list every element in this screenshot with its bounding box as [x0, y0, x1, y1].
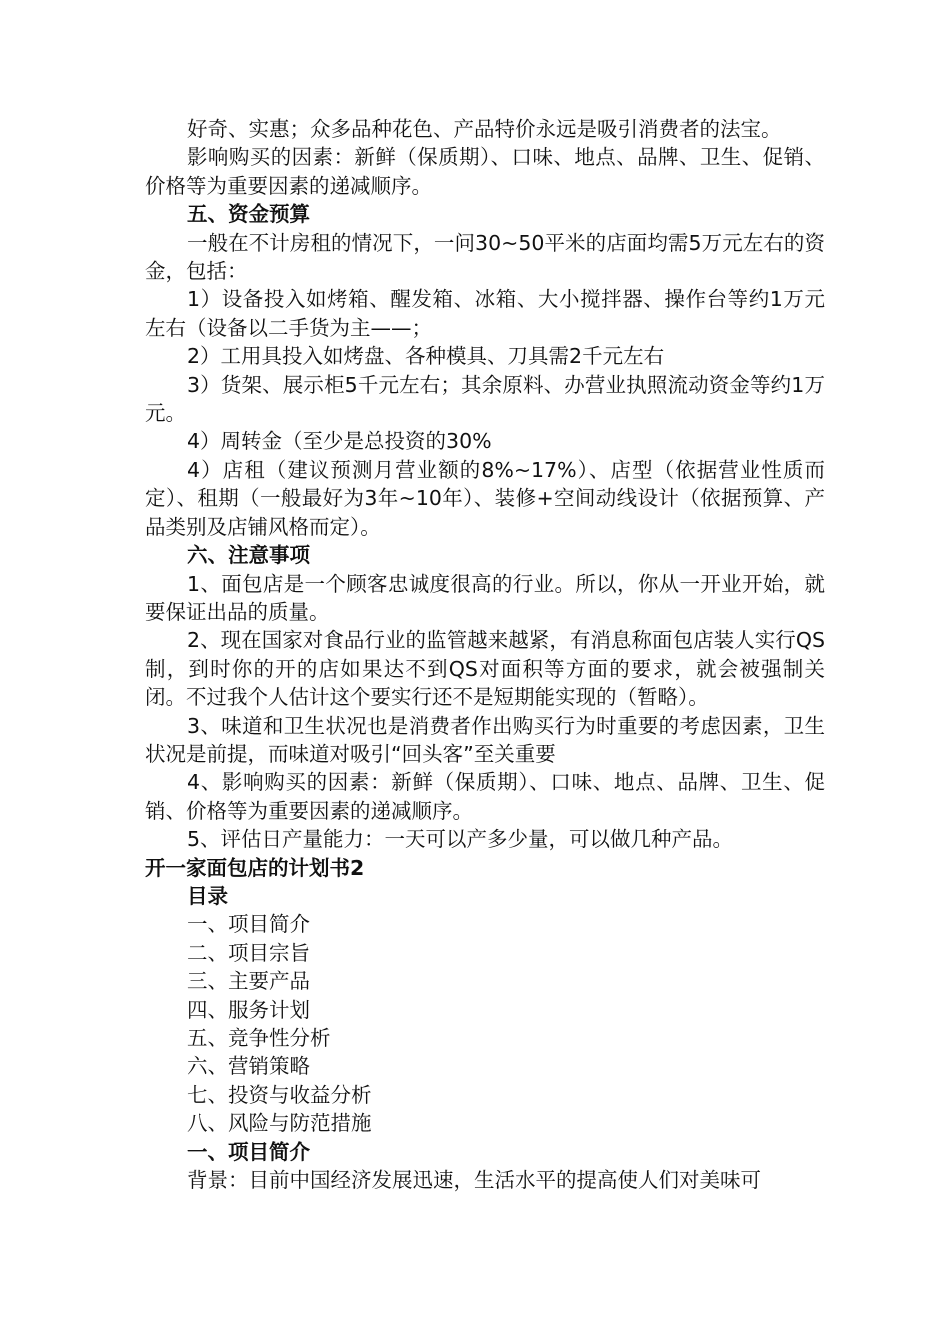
notes-paragraph-3: 3、味道和卫生状况也是消费者作出购买行为时重要的考虑因素，卫生状况是前提，而味道对吸引“回头客”至关重要	[145, 713, 825, 766]
notes-paragraph-1: 1、面包店是一个顾客忠诚度很高的行业。所以，你从一开业开始，就要保证出品的质量。	[145, 571, 825, 624]
notes-paragraph-2: 2、现在国家对食品行业的监管越来越紧，有消息称面包店装人实行QS制，到时你的开的店如果达不到QS对面积等方面的要求，就会被强制关闭。不过我个人估计这个要实行还不是短期能实现的（暂略）。	[145, 628, 825, 710]
toc-heading: 目录	[187, 883, 228, 908]
budget-paragraph-working-capital: 4）周转金（至少是总投资的30%	[187, 429, 492, 454]
budget-paragraph-equipment: 1）设备投入如烤箱、醒发箱、冰箱、大小搅拌器、操作台等约1万元左右（设备以二手货为主——；	[145, 287, 825, 340]
toc-item: 六、营销策略	[187, 1054, 310, 1079]
section-heading-project-intro: 一、项目简介	[187, 1139, 310, 1164]
budget-paragraph-intro: 一般在不计房租的情况下，一问30~50平米的店面均需5万元左右的资金，包括：	[145, 230, 825, 284]
toc-item: 八、风险与防范措施	[187, 1111, 372, 1136]
toc-item: 一、项目简介	[187, 912, 310, 937]
toc-item: 七、投资与收益分析	[187, 1082, 372, 1107]
budget-paragraph-rent: 4）店租（建议预测月营业额的8%~17%）、店型（依据营业性质而定）、租期（一般最好为3年~10年）、装修+空间动线设计（依据预算、产品类别及店铺风格而定）。	[145, 457, 825, 539]
document-title-2: 开一家面包店的计划书2	[145, 855, 365, 880]
toc-item: 三、主要产品	[187, 969, 310, 994]
toc-item: 五、竞争性分析	[187, 1026, 331, 1050]
notes-paragraph-5: 5、评估日产量能力：一天可以产多少量，可以做几种产品。	[187, 827, 734, 852]
paragraph-continuation: 好奇、实惠；众多品种花色、产品特价永远是吸引消费者的法宝。	[187, 117, 782, 141]
section-heading-budget: 五、资金预算	[187, 202, 310, 227]
budget-paragraph-tools: 2）工用具投入如烤盘、各种模具、刀具需2千元左右	[187, 344, 665, 369]
project-intro-paragraph: 背景：目前中国经济发展迅速，生活水平的提高使人们对美味可	[187, 1168, 761, 1193]
budget-paragraph-shelves: 3）货架、展示柜5千元左右；其余原料、办营业执照流动资金等约1万元。	[145, 372, 825, 426]
toc-item: 四、服务计划	[187, 997, 310, 1022]
section-heading-notes: 六、注意事项	[187, 543, 310, 568]
toc-item: 二、项目宗旨	[187, 940, 310, 965]
document-body	[145, 115, 825, 1194]
notes-paragraph-4: 4、影响购买的因素：新鲜（保质期）、口味、地点、品牌、卫生、促销、价格等为重要因素的递减顺序。	[145, 770, 825, 823]
paragraph-purchase-factors: 影响购买的因素：新鲜（保质期）、口味、地点、品牌、卫生、促销、价格等为重要因素的递减顺序。	[145, 145, 825, 198]
